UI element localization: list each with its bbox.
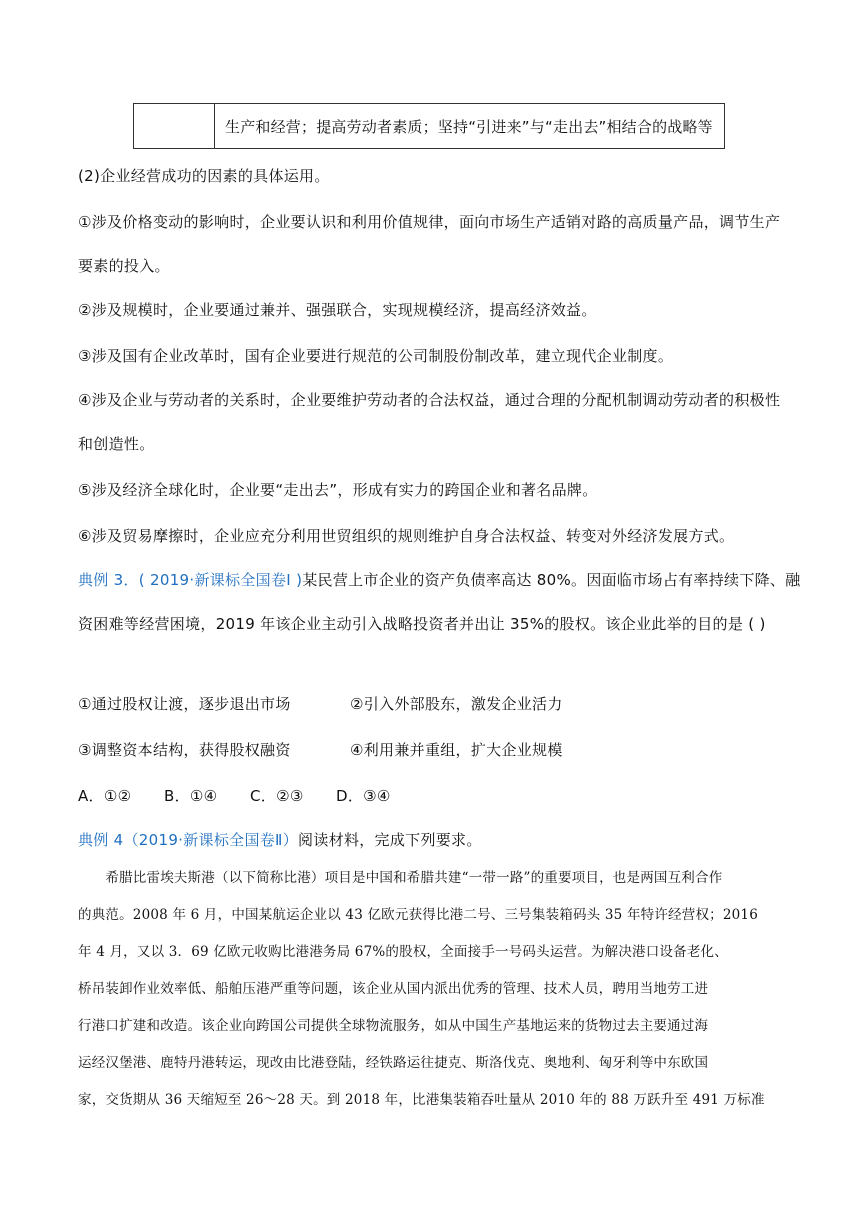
example3-line2: 资困难等经营困境，2019 年该企业主动引入战略投资者并出让 35%的股权。该企业此举的目的是 ( ) <box>78 615 766 633</box>
example4-instruction: 阅读材料，完成下列要求。 <box>298 831 482 849</box>
material-line: 的典范。2008 年 6 月，中国某航运企业以 43 亿欧元获得比港二号、三号集装箱码头 35 年特许经营权；2016 <box>78 907 758 923</box>
material-line: 行港口扩建和改造。该企业向跨国公司提供全球物流服务，如从中国生产基地运来的货物过去主要通过海 <box>78 1018 709 1034</box>
example4-label: 典例 4（2019·新课标全国卷Ⅱ） <box>78 831 299 849</box>
point-line: ②涉及规模时，企业要通过兼并、强强联合，实现规模经济，提高经济效益。 <box>78 301 597 319</box>
choice-c: C．②③ <box>250 787 304 805</box>
example3-text: 某民营上市企业的资产负债率高达 80%。因面临市场占有率持续下降、融 <box>302 571 801 589</box>
choice-d: D．③④ <box>336 787 391 805</box>
option-2: ②引入外部股东，激发企业活力 <box>350 695 563 713</box>
example3-line1 <box>78 569 801 590</box>
option-3: ③调整资本结构，获得股权融资 <box>78 741 291 759</box>
example4-heading <box>78 829 482 850</box>
material-line: 希腊比雷埃夫斯港（以下简称比港）项目是中国和希腊共建“一带一路”的重要项目，也是两国互利合作 <box>78 870 723 886</box>
point-line: ⑤涉及经济全球化时，企业要“走出去”，形成有实力的跨国企业和著名品牌。 <box>78 481 598 499</box>
option-4: ④利用兼并重组，扩大企业规模 <box>350 741 563 759</box>
option-1: ①通过股权让渡，逐步退出市场 <box>78 695 291 713</box>
material-line: 运经汉堡港、鹿特丹港转运，现改由比港登陆，经铁路运往捷克、斯洛伐克、奥地利、匈牙利等中东欧国 <box>78 1055 709 1071</box>
material-line: 年 4 月，又以 3．69 亿欧元收购比港港务局 67%的股权，全面接手一号码头运营。为解决港口设备老化、 <box>78 944 728 960</box>
options-row-2 <box>78 739 563 760</box>
point-line: ③涉及国有企业改革时，国有企业要进行规范的公司制股份制改革，建立现代企业制度。 <box>78 347 674 365</box>
answer-choices <box>78 785 391 806</box>
choice-a: A．①② <box>78 787 132 805</box>
options-row-1 <box>78 693 563 714</box>
table-cell: 生产和经营；提高劳动者素质；坚持“引进来”与“走出去”相结合的战略等 <box>225 117 713 136</box>
point-line: ⑥涉及贸易摩擦时，企业应充分利用世贸组织的规则维护自身合法权益、转变对外经济发展方式。 <box>78 527 735 545</box>
point-line: ①涉及价格变动的影响时，企业要认识和利用价值规律，面向市场生产适销对路的高质量产品，调节生产 <box>78 213 781 231</box>
point-line: ④涉及企业与劳动者的关系时，企业要维护劳动者的合法权益，通过合理的分配机制调动劳动者的积极性 <box>78 391 781 409</box>
summary-table <box>133 103 725 149</box>
table-empty-cell <box>134 104 215 148</box>
point-line: 要素的投入。 <box>78 257 170 275</box>
material-line: 家，交货期从 36 天缩短至 26～28 天。到 2018 年，比港集装箱吞吐量从 2010 年的 88 万跃升至 491 万标准 <box>78 1092 765 1108</box>
material-line: 桥吊装卸作业效率低、船舶压港严重等问题，该企业从国内派出优秀的管理、技术人员，聘用当地劳工进 <box>78 981 709 997</box>
point-line: 和创造性。 <box>78 435 155 453</box>
example3-label: 典例 3．( 2019·新课标全国卷Ⅰ ) <box>78 571 303 589</box>
section-heading: (2)企业经营成功的因素的具体运用。 <box>78 167 330 185</box>
choice-b: B．①④ <box>164 787 218 805</box>
